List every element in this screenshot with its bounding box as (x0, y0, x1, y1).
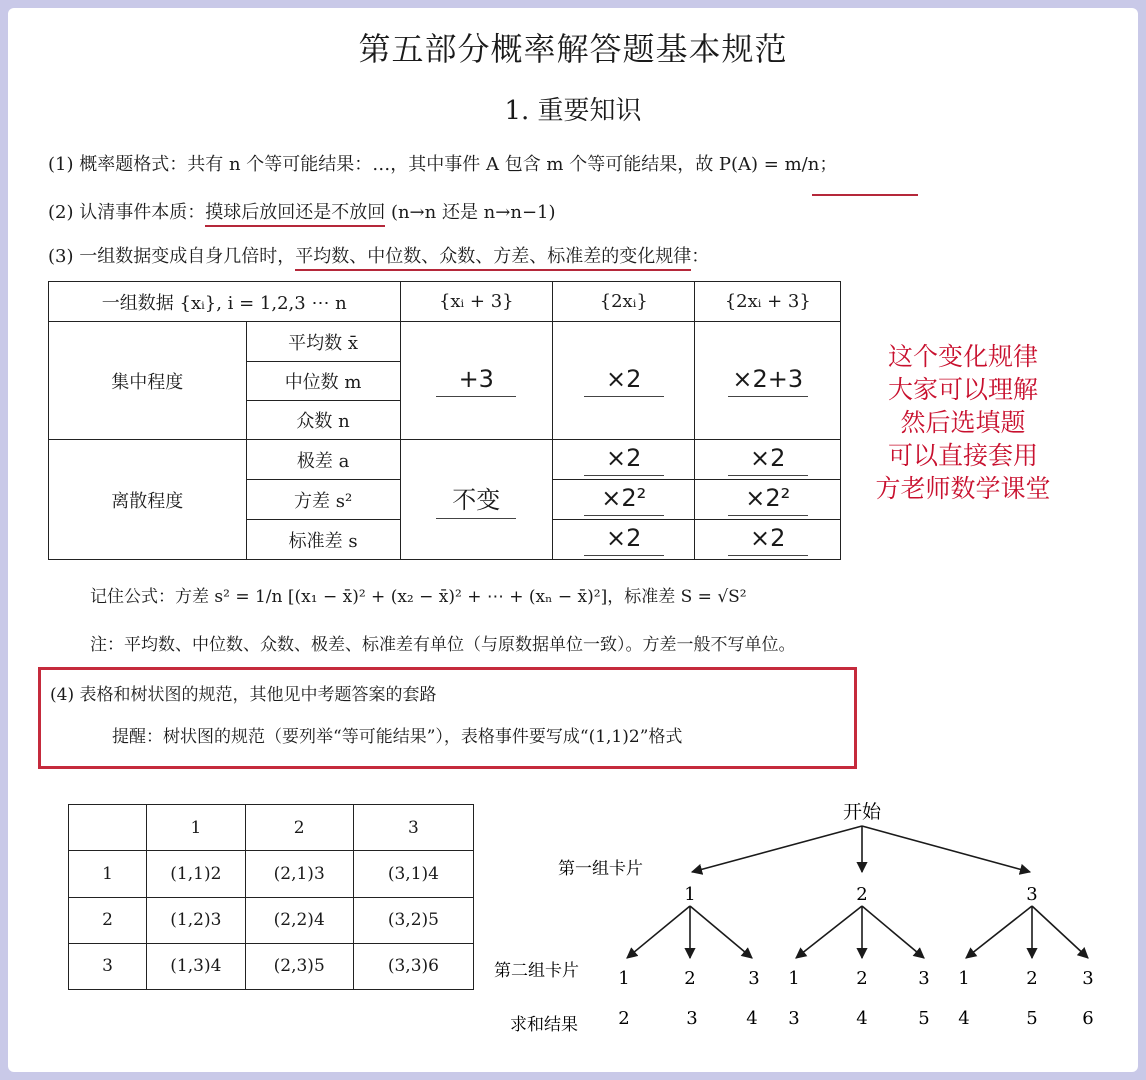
box-line-1: (4) 表格和树状图的规范，其他见中考题答案的套路 (50, 685, 437, 705)
row-label-mode: 众数 n (246, 401, 400, 440)
item-3-suffix: ： (691, 246, 710, 267)
tree-leaf: 2 (856, 968, 868, 989)
tree-leaf: 1 (618, 968, 630, 989)
table-header-data: 一组数据 {xᵢ}, i = 1,2,3 ⋯ n (49, 282, 401, 322)
item-3-underlined: 平均数、中位数、众数、方差、标准差的变化规律 (295, 246, 691, 271)
tree-leaf: 2 (684, 968, 696, 989)
dispersion-range-c2: ×2 (552, 440, 695, 480)
side-note-line: 然后选填题 (900, 408, 1026, 437)
item-3-prefix: (3) 一组数据变成自身几倍时， (48, 246, 296, 267)
page-title: 第五部分概率解答题基本规范 (358, 30, 788, 68)
side-note-line: 大家可以理解 (887, 375, 1038, 404)
side-note-line: 方老师数学课堂 (875, 474, 1051, 503)
tree-sum: 4 (856, 1008, 868, 1029)
tree-sum: 2 (618, 1008, 630, 1029)
side-note-line: 可以直接套用 (887, 441, 1038, 470)
formula-line: 记住公式：方差 s² = 1/n [(x₁ − x̄)² + (x₂ − x̄)² + ⋯ + (xₙ − x̄)²]，标准差 S = √S² (90, 587, 747, 607)
group-dispersion: 离散程度 (49, 440, 247, 560)
table-cell: (1,2)3 (147, 897, 245, 943)
tree-sum: 4 (958, 1008, 970, 1029)
table-header-times2: {2xᵢ} (552, 282, 695, 322)
row-label-median: 中位数 m (246, 362, 400, 401)
tree-leaf: 1 (958, 968, 970, 989)
group-central: 集中程度 (49, 322, 247, 440)
unit-note: 注：平均数、中位数、众数、极差、标准差有单位（与原数据单位一致）。方差一般不写单位。 (90, 635, 796, 655)
row-header: 2 (69, 897, 147, 943)
col-header: 1 (147, 805, 245, 851)
tree-leaf: 3 (748, 968, 760, 989)
col-header: 3 (353, 805, 473, 851)
tree-root: 开始 (842, 801, 882, 823)
table-header-plus3: {xᵢ + 3} (400, 282, 552, 322)
tree-node: 1 (684, 884, 696, 905)
tree-leaf: 1 (788, 968, 800, 989)
tree-sum-label: 求和结果 (510, 1015, 578, 1035)
dispersion-variance-c2: ×2² (552, 480, 695, 520)
tree-node: 2 (856, 884, 868, 905)
tree-sum: 4 (746, 1008, 758, 1029)
table-header-times2-plus3: {2xᵢ + 3} (695, 282, 841, 322)
dispersion-stddev-c2: ×2 (552, 520, 695, 560)
table-cell: (3,1)4 (353, 851, 473, 897)
table-cell: (2,2)4 (245, 897, 353, 943)
box-line-2: 提醒：树状图的规范（要列举“等可能结果”），表格事件要写成“(1,1)2”格式 (112, 727, 683, 747)
section-heading: 1. 重要知识 (504, 96, 642, 126)
row-label-variance: 方差 s² (246, 480, 400, 520)
dispersion-variance-c3: ×2² (695, 480, 841, 520)
tree-sum: 6 (1082, 1008, 1094, 1029)
item-2-suffix: (n→n 还是 n→n−1) (385, 202, 556, 223)
tree-sum: 3 (788, 1008, 800, 1029)
side-note-line: 这个变化规律 (887, 342, 1038, 371)
table-cell: (2,1)3 (245, 851, 353, 897)
row-header: 3 (69, 943, 147, 989)
tree-level1-label: 第一组卡片 (558, 859, 643, 879)
tree-node: 3 (1026, 884, 1038, 905)
dispersion-stddev-c3: ×2 (695, 520, 841, 560)
item-2-prefix: (2) 认清事件本质： (48, 202, 206, 223)
tree-leaf: 3 (918, 968, 930, 989)
dispersion-c1: 不变 (400, 440, 552, 560)
tree-sum: 5 (918, 1008, 930, 1029)
table-cell: (3,2)5 (353, 897, 473, 943)
row-label-mean: 平均数 x̄ (246, 322, 400, 362)
tree-leaf: 3 (1082, 968, 1094, 989)
table-cell: (1,3)4 (147, 943, 245, 989)
dispersion-range-c3: ×2 (695, 440, 841, 480)
tree-level2-label: 第二组卡片 (494, 961, 579, 981)
central-c3: ×2+3 (695, 322, 841, 440)
col-header: 2 (245, 805, 353, 851)
tree-sum: 5 (1026, 1008, 1038, 1029)
tree-leaf: 2 (1026, 968, 1038, 989)
table-cell: (1,1)2 (147, 851, 245, 897)
tree-sum: 3 (686, 1008, 698, 1029)
table-cell: (3,3)6 (353, 943, 473, 989)
central-c2: ×2 (552, 322, 695, 440)
table-cell: (2,3)5 (245, 943, 353, 989)
item-1-text: (1) 概率题格式：共有 n 个等可能结果：…，其中事件 A 包含 m 个等可能结果，故 P(A) = m/n； (48, 154, 838, 175)
row-label-stddev: 标准差 s (246, 520, 400, 560)
central-c1: +3 (400, 322, 552, 440)
row-label-range: 极差 a (246, 440, 400, 480)
row-header: 1 (69, 851, 147, 897)
item-2-underlined: 摸球后放回还是不放回 (205, 202, 385, 227)
